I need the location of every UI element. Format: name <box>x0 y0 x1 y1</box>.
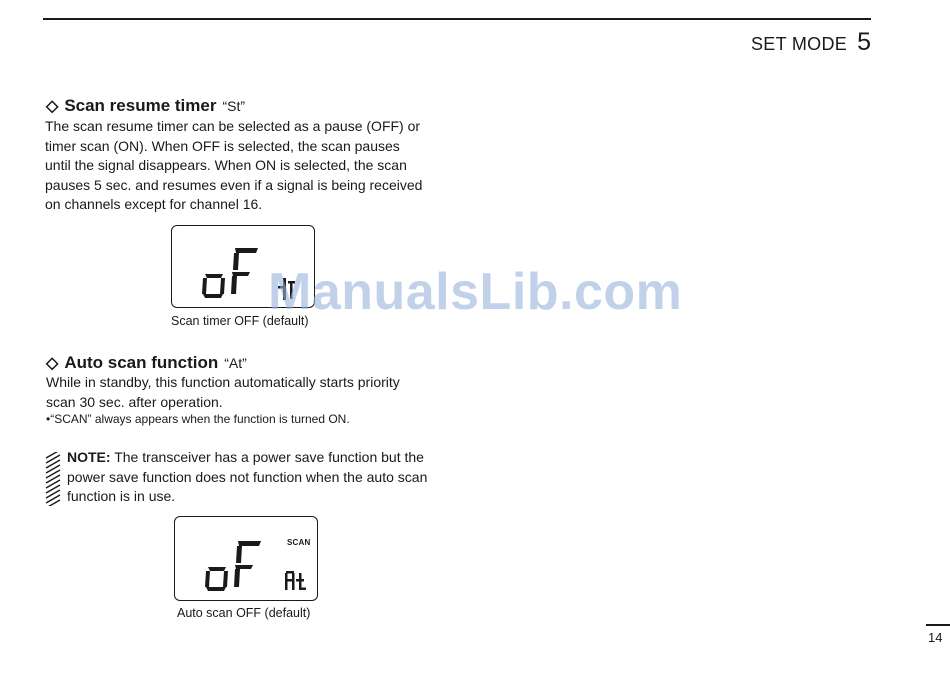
note-line: power save function does not function when the auto scan <box>67 468 428 485</box>
scan-indicator: SCAN <box>287 538 311 547</box>
chapter-number: 5 <box>857 28 871 56</box>
body-line: timer scan (ON). When OFF is selected, the scan pauses <box>45 137 400 154</box>
page-header <box>751 28 871 57</box>
note-line <box>67 448 427 468</box>
note-label: NOTE: <box>67 449 111 465</box>
body-line: until the signal disappears. When ON is selected, the scan <box>45 157 407 173</box>
section-scan-resume-body <box>45 117 422 215</box>
bullet-note: •“SCAN” always appears when the function is turned ON. <box>46 412 350 426</box>
section-title-text: Scan resume timer <box>64 96 217 115</box>
page-number-rule <box>926 624 950 626</box>
section-auto-scan-body <box>46 373 400 412</box>
diamond-icon: ◇ <box>46 98 59 115</box>
chapter-title: SET MODE <box>751 34 848 54</box>
body-line: The scan resume timer can be selected as a pause (OFF) or <box>45 118 421 134</box>
section-scan-resume-title <box>46 96 245 116</box>
lcd-display-auto-scan <box>174 516 318 601</box>
lcd-caption: Auto scan OFF (default) <box>177 606 311 620</box>
lcd-caption: Scan timer OFF (default) <box>171 314 309 328</box>
note-line: function is in use. <box>67 488 176 504</box>
body-line: scan 30 sec. after operation. <box>46 393 223 410</box>
section-code: “At” <box>224 355 247 371</box>
body-line: pauses 5 sec. and resumes even if a signal is being received <box>45 176 423 193</box>
watermark: ManualsLib.com <box>268 263 683 321</box>
note-block <box>67 448 427 507</box>
section-auto-scan-title <box>46 353 247 373</box>
note-text: The transceiver has a power save function but the <box>110 449 424 465</box>
section-code: “St” <box>222 98 246 114</box>
lcd-segment-digits <box>175 517 317 600</box>
header-rule <box>43 18 871 20</box>
body-line: While in standby, this function automatically starts priority <box>46 374 400 390</box>
body-line: on channels except for channel 16. <box>45 196 263 212</box>
diamond-icon: ◇ <box>46 355 59 372</box>
page-number: 14 <box>928 630 943 645</box>
note-hatch-icon <box>44 452 62 506</box>
section-title-text: Auto scan function <box>64 353 219 372</box>
